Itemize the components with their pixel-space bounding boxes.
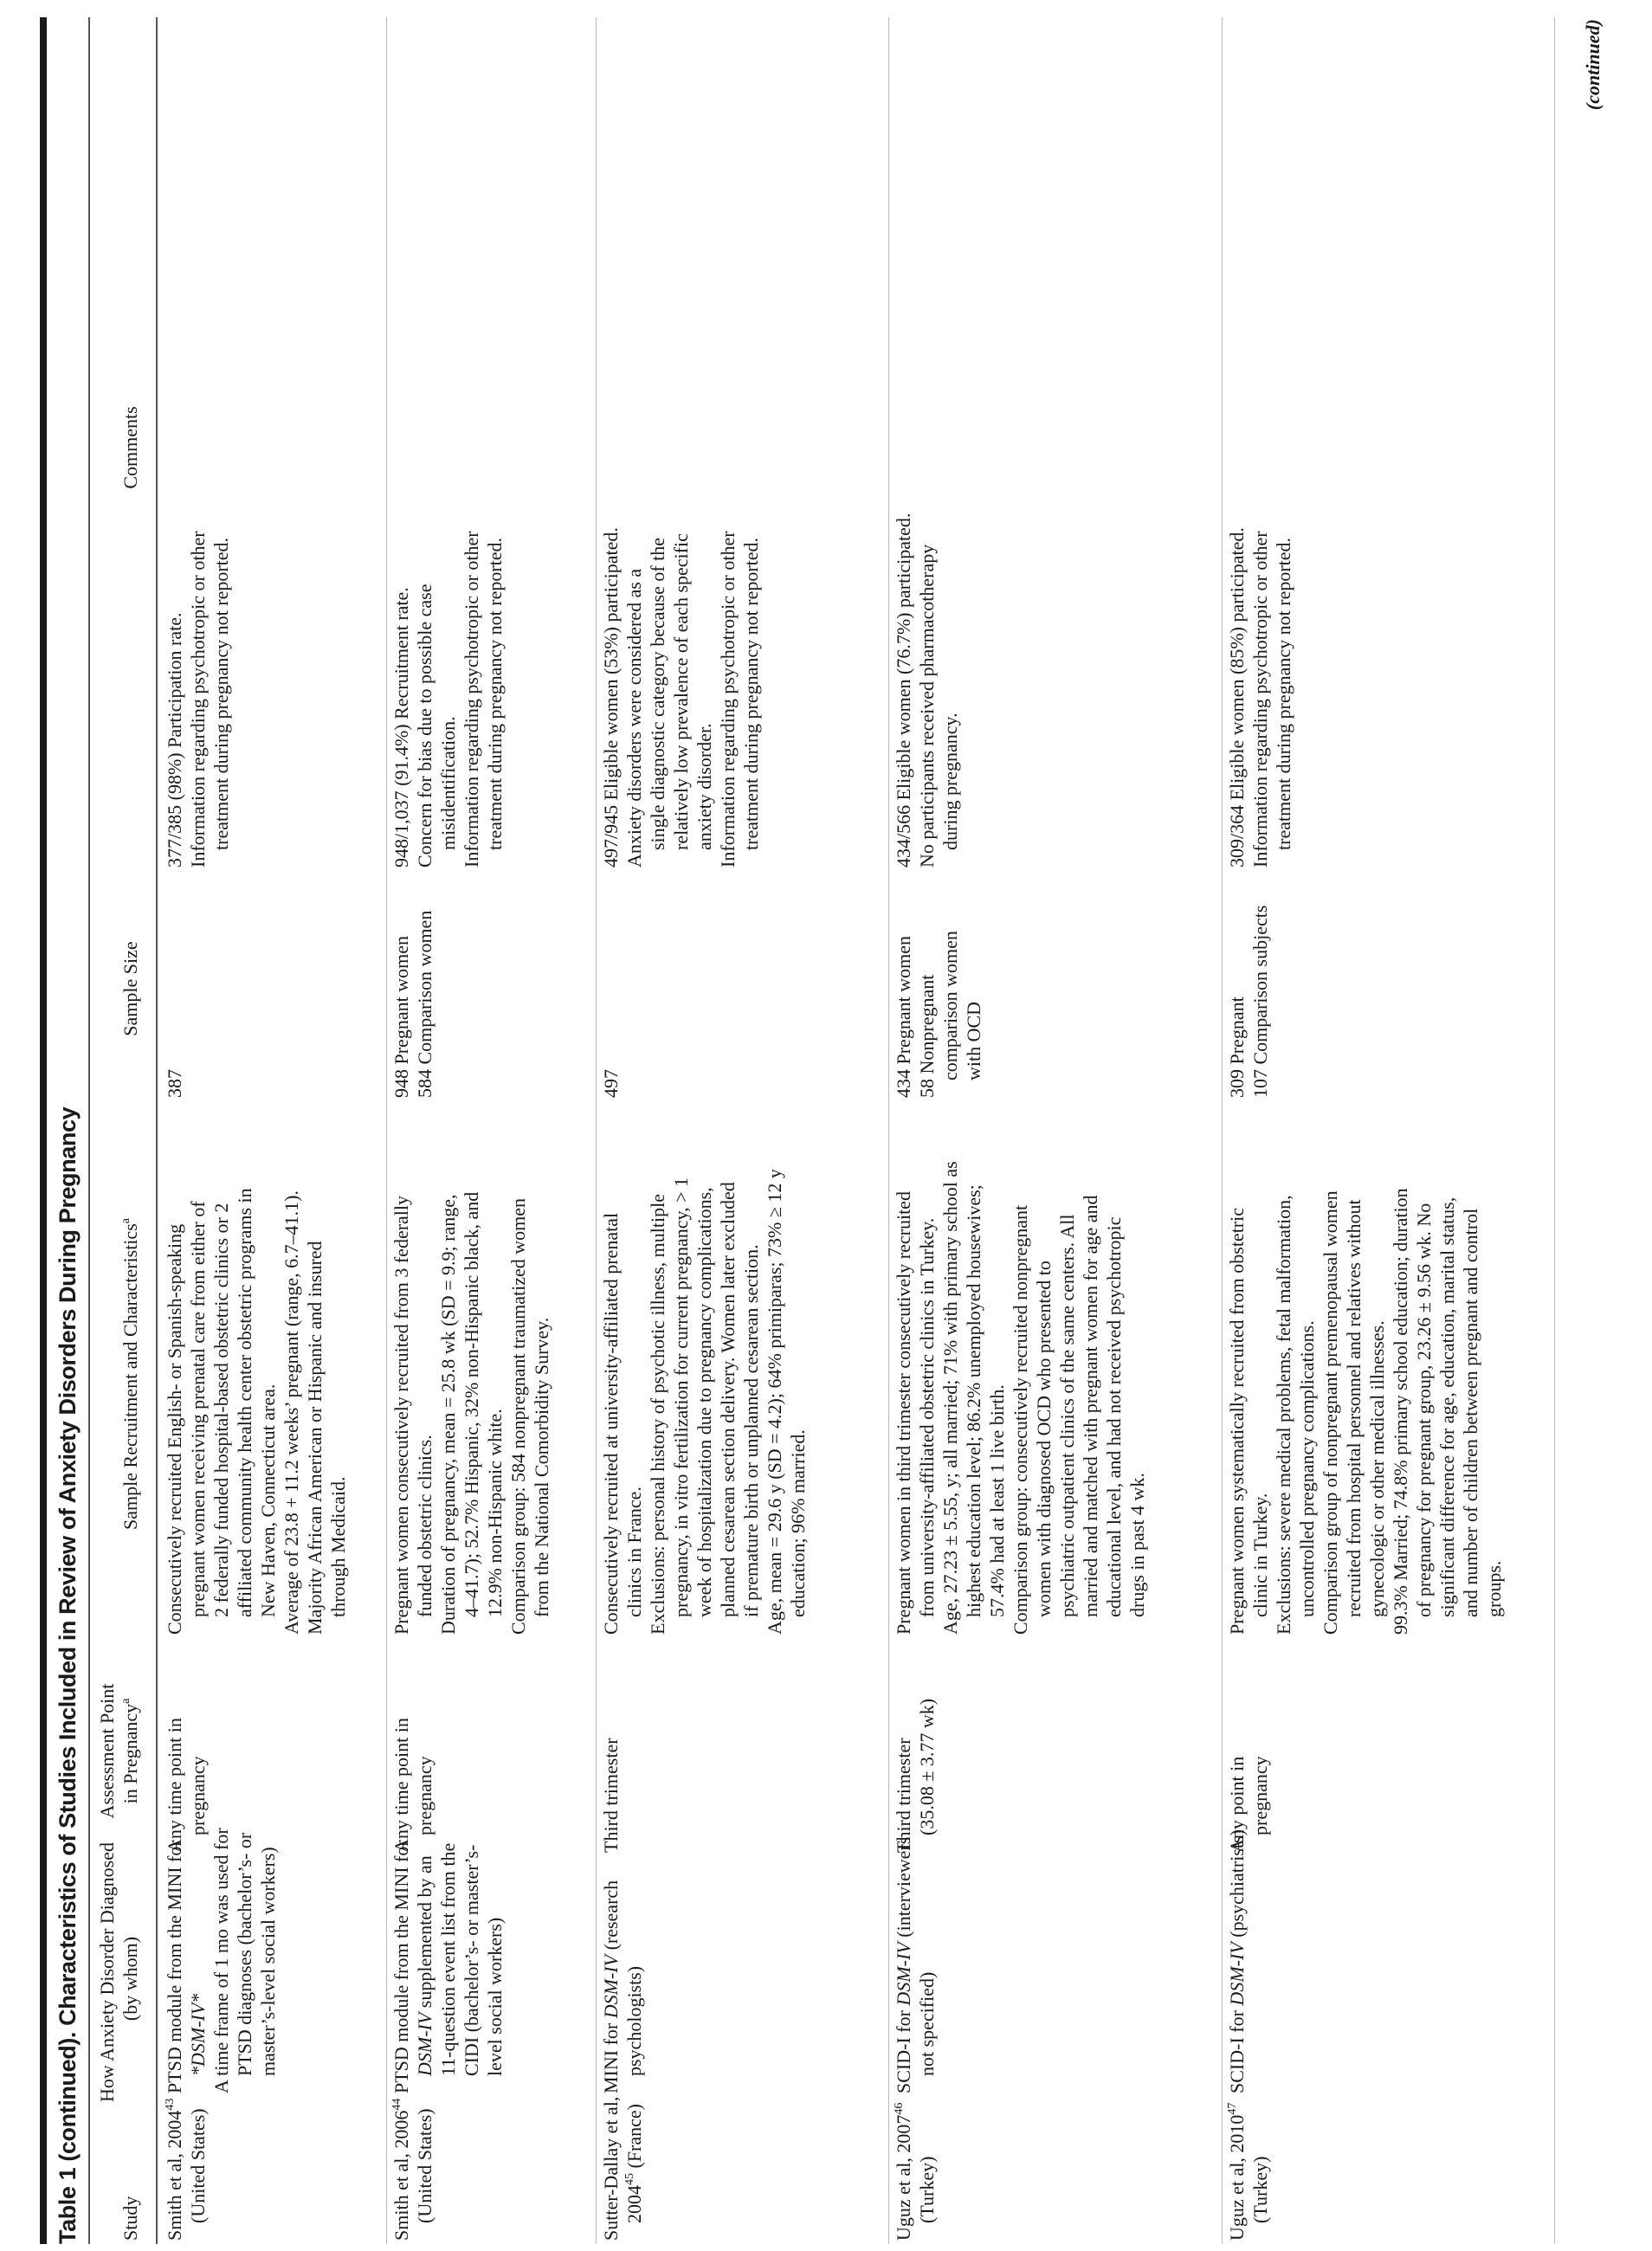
cell-diagnosis xyxy=(390,1840,507,2093)
header-text: Sample Recruitment and Characteristics$^a$ xyxy=(119,1218,141,1530)
header-text: Sample Size xyxy=(119,941,141,1036)
cell-recruitment xyxy=(390,1105,553,1635)
paragraph xyxy=(599,2098,646,2241)
paragraph xyxy=(163,19,186,868)
header-text: (by whom) xyxy=(119,1936,141,2022)
text-line: Age, mean = 29.6 y (SD = 4.2); 64% primiparas; 73% ≥ 12 y xyxy=(764,1169,785,1635)
text-line: funded obstetric clinics. xyxy=(414,1435,436,1617)
paragraph xyxy=(163,1641,210,1853)
paragraph xyxy=(892,19,915,868)
paragraph xyxy=(413,19,460,868)
paragraph xyxy=(939,1105,1009,1635)
text-line: 11-question event list from the xyxy=(437,1842,459,2076)
text-line: treatment during pregnancy not reported. xyxy=(484,537,506,850)
paragraph xyxy=(390,2098,436,2241)
text-line: (Turkey) xyxy=(1249,2156,1271,2223)
cell-comments xyxy=(163,19,233,868)
text-line: 58 Nonpregnant xyxy=(916,974,938,1098)
header-comments xyxy=(119,19,142,876)
text-line: 434 Pregnant women xyxy=(893,936,914,1098)
text-line: 497/945 Eligible women (53%) participated. xyxy=(600,527,622,868)
row-divider xyxy=(888,17,889,2244)
text-line: Duration of pregnancy, mean = 25.8 wk (SD = 9.9; range, xyxy=(437,1194,459,1635)
paragraph xyxy=(892,2098,939,2241)
text-line: if premature birth or unplanned cesarean section. xyxy=(740,1244,762,1617)
header-size xyxy=(119,871,142,1106)
paragraph xyxy=(599,871,623,1098)
cell-assessment xyxy=(163,1641,210,1853)
text-line: 497 xyxy=(600,1069,622,1098)
text-line: pregnancy xyxy=(1249,1756,1271,1835)
text-line: Uguz et al, 2010$^{47}$ xyxy=(1226,2102,1248,2241)
text-line: from the National Comorbidity Survey. xyxy=(531,1317,552,1617)
cell-size xyxy=(892,871,985,1098)
cell-study xyxy=(390,2098,436,2241)
paragraph xyxy=(716,19,763,868)
text-line: Majority African American or Hispanic and insured xyxy=(304,1241,326,1635)
cell-assessment xyxy=(390,1641,436,1853)
text-line: 99.3% Married; 74.8% primary school education; duration xyxy=(1390,1188,1411,1635)
paragraph xyxy=(1225,871,1249,1098)
continued-label: (continued) xyxy=(1582,19,1604,111)
paragraph xyxy=(623,19,716,868)
cell-diagnosis xyxy=(163,1828,280,2093)
text-line: 57.4% had at least 1 live birth. xyxy=(986,1384,1008,1617)
text-line: highest education level; 86.2% unemployed housewives; xyxy=(963,1184,984,1617)
text-line: 309 Pregnant xyxy=(1226,997,1248,1098)
title-rule xyxy=(88,17,90,2244)
paragraph xyxy=(1225,1641,1272,1853)
text-line: 434/566 Eligible women (76.7%) participated. xyxy=(893,513,914,868)
text-line: Third trimester xyxy=(893,1738,914,1853)
paragraph xyxy=(280,1105,303,1635)
row-divider xyxy=(1554,17,1555,2244)
paragraph xyxy=(436,1105,507,1635)
cell-recruitment xyxy=(163,1105,350,1635)
cell-assessment xyxy=(599,1641,623,1853)
text-line: Uguz et al, 2007$^{46}$ xyxy=(893,2102,914,2241)
paragraph xyxy=(599,19,623,868)
text-line: DSM-IV supplemented by an xyxy=(414,1855,436,2076)
text-line: No participants received pharmacotherapy xyxy=(916,544,938,868)
text-line: level social workers) xyxy=(484,1917,506,2076)
text-line: SCID-I for DSM-IV (interviewers xyxy=(893,1836,914,2093)
text-line: comparison women xyxy=(939,931,961,1080)
text-line: drugs in past 4 wk. xyxy=(1126,1473,1148,1617)
paragraph xyxy=(390,19,413,868)
paragraph xyxy=(163,2098,210,2241)
text-line: 377/385 (98%) Participation rate. xyxy=(164,612,185,868)
cell-diagnosis xyxy=(1225,1829,1249,2093)
text-line: Pregnant women systematically recruited from obstetric xyxy=(1226,1207,1248,1635)
text-line: women with diagnosed OCD who presented to xyxy=(1033,1261,1055,1617)
text-line: clinic in Turkey. xyxy=(1249,1493,1271,1617)
header-recruitment xyxy=(119,1105,142,1643)
text-line: Average of 23.8 + 11.2 weeks’ pregnant (range, 6.7–41.1). xyxy=(281,1190,302,1635)
text-line: CIDI (bachelor’s- or master’s- xyxy=(461,1844,482,2076)
cell-comments xyxy=(1225,19,1295,868)
paragraph xyxy=(892,1641,939,1853)
text-line: week of hospitalization due to pregnancy complications, xyxy=(694,1187,715,1617)
paragraph xyxy=(163,871,186,1098)
text-line: Consecutively recruited at university-affiliated prenatal xyxy=(600,1212,622,1635)
text-line: relatively low prevalence of each specific xyxy=(670,533,692,850)
cell-size xyxy=(1225,871,1272,1098)
text-line: Comparison group: consecutively recruited nonpregnant xyxy=(1010,1204,1031,1635)
cell-comments xyxy=(892,19,962,868)
header-text: in Pregnancy$^a$ xyxy=(119,1698,141,1804)
paragraph xyxy=(915,19,962,868)
row-divider xyxy=(596,17,597,2244)
text-line: psychiatric outpatient clinics of the same centers. All xyxy=(1056,1214,1078,1617)
text-line: Information regarding psychotropic or other xyxy=(717,531,739,868)
header-study xyxy=(119,2098,142,2241)
row-divider xyxy=(1222,17,1223,2244)
header-text: Comments xyxy=(119,406,141,489)
header-text: Study xyxy=(119,2196,141,2241)
paragraph xyxy=(1249,871,1272,1098)
cell-comments xyxy=(599,19,763,868)
paragraph xyxy=(1009,1105,1149,1635)
header-text: How Anxiety Disorder Diagnosed xyxy=(96,1841,118,2102)
paragraph xyxy=(1225,2098,1272,2241)
cell-recruitment xyxy=(1225,1105,1506,1635)
text-line: pregnant women receiving prenatal care from either of xyxy=(187,1201,209,1617)
header-assessment xyxy=(95,1641,142,1861)
paragraph xyxy=(163,1840,210,2093)
text-line: during pregnancy. xyxy=(939,713,961,850)
text-line: misidentification. xyxy=(437,716,459,850)
paragraph xyxy=(163,1105,280,1635)
cell-recruitment xyxy=(599,1105,810,1635)
text-line: Information regarding psychotropic or other xyxy=(461,531,482,868)
cell-size xyxy=(599,871,623,1098)
text-line: 12.9% non-Hispanic white. xyxy=(484,1409,506,1617)
paragraph xyxy=(1249,19,1295,868)
text-line: Information regarding psychotropic or other xyxy=(1249,531,1271,868)
text-line: 4–41.7); 52.7% Hispanic, 32% non-Hispanic black, and xyxy=(461,1191,482,1617)
text-line: Concern for bias due to possible case xyxy=(414,584,436,868)
text-line: significant difference for age, education, marital status, xyxy=(1436,1196,1458,1617)
cell-diagnosis xyxy=(599,1855,646,2093)
text-line: clinics in France. xyxy=(623,1487,645,1617)
cell-study xyxy=(599,2098,646,2241)
text-line: Pregnant women in third trimester consecutively recruited xyxy=(893,1191,914,1635)
text-line: Exclusions: severe medical problems, fetal malformation, xyxy=(1273,1195,1294,1635)
text-line: of pregnancy for pregnant group, 23.26 ± 9.56 wk. No xyxy=(1413,1203,1435,1617)
paragraph xyxy=(1225,1105,1272,1635)
text-line: gynecologic or other medical illnesses. xyxy=(1366,1320,1388,1617)
text-line: Exclusions: personal history of psychotic illness, multiple xyxy=(647,1194,668,1635)
text-line: (35.08 ± 3.77 wk) xyxy=(916,1698,938,1835)
text-line: treatment during pregnancy not reported. xyxy=(210,537,232,850)
text-line: pregnancy xyxy=(187,1756,209,1835)
paragraph xyxy=(763,1105,810,1635)
text-line: from university-affiliated obstetric clinics in Turkey. xyxy=(916,1217,938,1617)
text-line: Smith et al, 2006$^{44}$ xyxy=(390,2098,412,2241)
header-rule xyxy=(156,17,158,2244)
text-line: Third trimester xyxy=(600,1738,622,1853)
text-line: psychologists) xyxy=(623,1965,645,2076)
paragraph xyxy=(390,1641,436,1853)
paragraph xyxy=(599,1641,623,1853)
cell-study xyxy=(1225,2098,1272,2241)
cell-size xyxy=(163,871,186,1098)
text-line: MINI for DSM-IV (research xyxy=(600,1880,622,2093)
paragraph xyxy=(390,871,413,1098)
text-line: 948 Pregnant women xyxy=(390,936,412,1098)
text-line: (United States) xyxy=(187,2108,209,2223)
text-line: New Haven, Connecticut area. xyxy=(257,1383,279,1617)
cell-diagnosis xyxy=(892,1836,939,2093)
text-line: 948/1,037 (91.4%) Recruitment rate. xyxy=(390,587,412,868)
text-line: *DSM-IV* xyxy=(187,1993,209,2076)
text-line: treatment during pregnancy not reported. xyxy=(740,537,762,850)
text-line: Sutter-Dallay et al, xyxy=(600,2096,622,2241)
cell-assessment xyxy=(1225,1641,1272,1853)
paragraph xyxy=(892,1836,939,2093)
paragraph xyxy=(599,1105,646,1635)
paragraph xyxy=(507,1105,553,1635)
text-line: Comparison group of nonpregnant premenopausal women xyxy=(1320,1190,1341,1635)
text-line: Age, 27.23 ± 5.55, y; all married; 71% with primary school as xyxy=(939,1161,961,1635)
text-line: anxiety disorder. xyxy=(694,723,715,850)
paragraph xyxy=(1272,1105,1319,1635)
paragraph xyxy=(646,1105,763,1635)
text-line: not specified) xyxy=(916,1971,938,2076)
table-top-bar xyxy=(40,17,47,2244)
text-line: (United States) xyxy=(414,2108,436,2223)
text-line: married and matched with pregnant women for age and xyxy=(1080,1195,1101,1617)
text-line: pregnancy, in vitro fertilization for current pregnancy, > 1 xyxy=(670,1177,692,1617)
text-line: through Medicaid. xyxy=(327,1476,349,1617)
text-line: SCID-I for DSM-IV (psychiatrists) xyxy=(1226,1829,1248,2093)
paragraph xyxy=(186,19,233,868)
paragraph xyxy=(303,1105,350,1635)
text-line: PTSD module from the MINI for xyxy=(164,1840,185,2093)
text-line: 309/364 Eligible women (85%) participated. xyxy=(1226,527,1248,868)
text-line: PTSD diagnoses (bachelor’s- or xyxy=(234,1832,255,2076)
text-line: single diagnostic category because of the xyxy=(647,537,668,850)
paragraph xyxy=(1225,19,1249,868)
text-line: Anxiety disorders were considered as a xyxy=(623,568,645,868)
text-line: master’s-level social workers) xyxy=(257,1847,279,2076)
text-line: Information regarding psychotropic or other xyxy=(187,531,209,868)
paragraph xyxy=(1225,1829,1249,2093)
text-line: Comparison group: 584 nonpregnant traumatized women xyxy=(507,1197,529,1635)
paragraph xyxy=(210,1828,280,2093)
text-line: Pregnant women consecutively recruited from 3 federally xyxy=(390,1195,412,1635)
cell-recruitment xyxy=(892,1105,1149,1635)
text-line: pregnancy xyxy=(414,1756,436,1835)
row-divider xyxy=(386,17,387,2244)
table-title: Table 1 (continued). Characteristics of Studies Included in Review of Anxiety Disorders During Pregnancy xyxy=(55,1106,81,2244)
text-line: 107 Comparison subjects xyxy=(1249,905,1271,1098)
paragraph xyxy=(413,871,436,1098)
paragraph xyxy=(1319,1105,1389,1635)
cell-size xyxy=(390,871,436,1098)
paragraph xyxy=(390,1840,507,2093)
text-line: Consecutively recruited English- or Spanish-speaking xyxy=(164,1223,185,1635)
text-line: uncontrolled pregnancy complications. xyxy=(1296,1320,1318,1617)
text-line: PTSD module from the MINI for xyxy=(390,1840,412,2093)
paragraph xyxy=(1389,1105,1506,1635)
text-line: Any point in xyxy=(1226,1756,1248,1853)
text-line: 2 federally funded hospital-based obstetric clinics or 2 xyxy=(210,1203,232,1617)
text-line: (Turkey) xyxy=(916,2156,938,2223)
header-diagnosis xyxy=(95,1841,142,2102)
text-line: 584 Comparison women xyxy=(414,910,436,1098)
text-line: Any time point in xyxy=(390,1718,412,1853)
text-line: planned cesarean section delivery. Women later excluded xyxy=(717,1182,739,1617)
paragraph xyxy=(390,1105,436,1635)
paragraph xyxy=(892,1105,939,1635)
paragraph xyxy=(460,19,507,868)
cell-study xyxy=(163,2098,210,2241)
text-line: treatment during pregnancy not reported. xyxy=(1273,537,1294,850)
text-line: affiliated community health center obstetric programs in xyxy=(234,1188,255,1617)
paragraph xyxy=(599,1855,646,2093)
text-line: with OCD xyxy=(963,1001,984,1080)
text-line: Any time point in xyxy=(164,1718,185,1853)
text-line: educational level, and had not received psychotropic xyxy=(1103,1216,1125,1617)
text-line: 2004$^{45}$ (France) xyxy=(623,2103,645,2223)
text-line: recruited from hospital personnel and relatives without xyxy=(1343,1199,1365,1617)
cell-study xyxy=(892,2098,939,2241)
text-line: 387 xyxy=(164,1069,185,1098)
text-line: Smith et al, 2004$^{43}$ xyxy=(164,2098,185,2241)
text-line: and number of children between pregnant and control xyxy=(1460,1208,1481,1617)
paragraph xyxy=(892,871,915,1098)
header-text: Assessment Point xyxy=(96,1683,118,1819)
paragraph xyxy=(915,871,985,1098)
text-line: groups. xyxy=(1483,1560,1505,1617)
cell-comments xyxy=(390,19,507,868)
text-line: education; 96% married. xyxy=(787,1429,809,1617)
cell-assessment xyxy=(892,1641,939,1853)
text-line: A time frame of 1 mo was used for xyxy=(210,1828,232,2093)
